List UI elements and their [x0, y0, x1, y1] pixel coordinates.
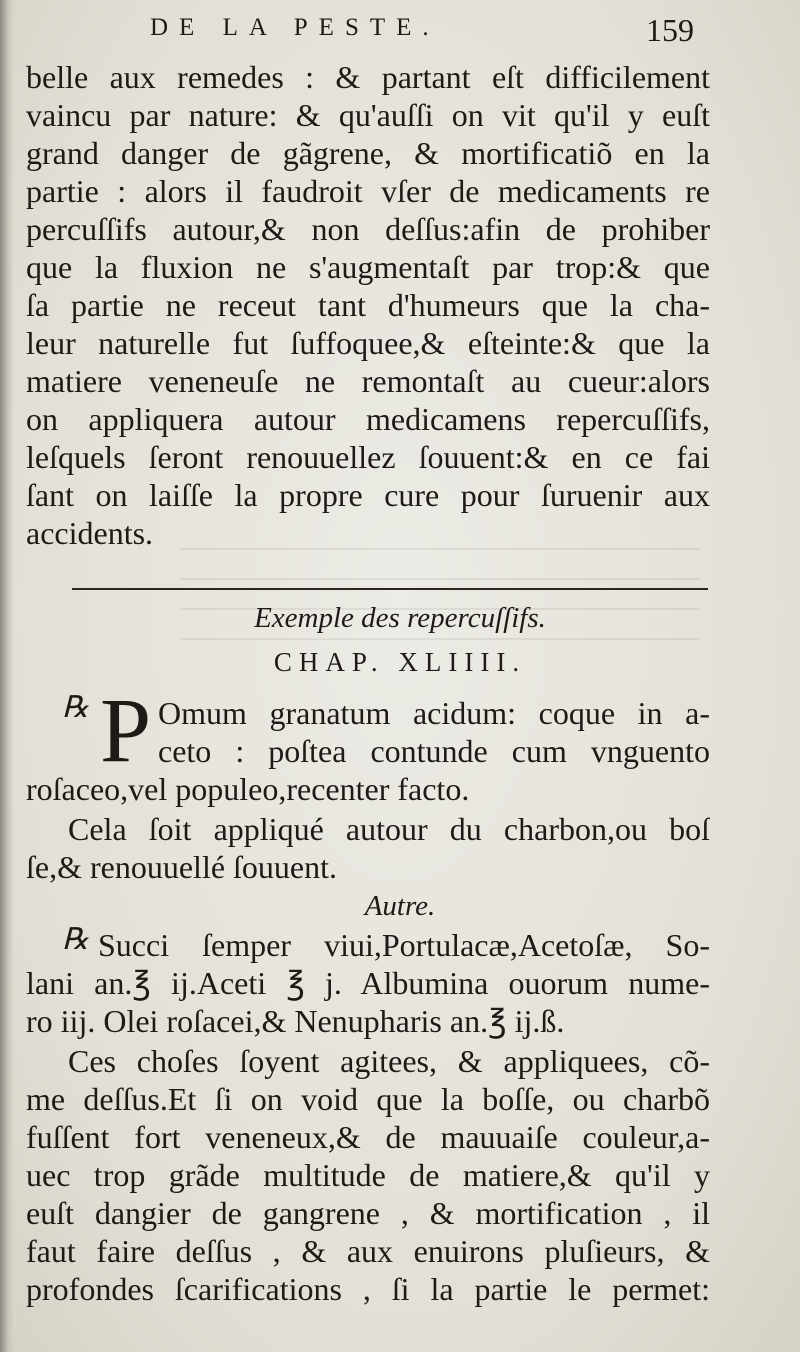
drop-cap-initial: P: [100, 679, 152, 781]
text-line: ro iij. Olei roſacei,& Nenupharis an.℥ ij.ß.: [26, 1003, 565, 1039]
text-line: leur naturelle fut ſuffoquee,& eſteinte:& que la: [26, 325, 710, 361]
running-title: DE LA PESTE.: [150, 14, 440, 41]
text-line: fuſſent fort veneneux,& de mauuaiſe couleur,a-: [26, 1119, 710, 1155]
text-line: Omum granatum acidum: coque in a-: [158, 695, 710, 731]
text-line: ceto : poſtea contunde cum vnguento: [158, 733, 710, 769]
text-line: belle aux remedes : & partant eſt difficilement: [26, 59, 710, 95]
text-line: grand danger de gãgrene, & mortificatiõ en la: [26, 135, 710, 171]
section-subtitle: Exemple des repercuſſifs.: [254, 602, 546, 634]
text-line: roſaceo,vel populeo,recenter facto.: [26, 771, 470, 807]
text-line: accidents.: [26, 515, 154, 551]
recipe-symbol-icon: ℞: [62, 690, 89, 725]
text-line: matiere veneneuſe ne remontaſt au cueur:alors: [26, 363, 710, 399]
text-line: percuſſifs autour,& non deſſus:afin de prohiber: [26, 211, 710, 247]
text-line: ſe,& renouuellé ſouuent.: [26, 849, 338, 885]
page-header: [0, 14, 800, 54]
autre-heading: Autre.: [364, 890, 436, 922]
text-line: me deſſus.Et ſi on void que la boſſe, ou charbõ: [26, 1081, 710, 1117]
text-line: on appliquera autour medicamens repercuſſifs,: [26, 401, 710, 437]
text-line: ſant on laiſſe la propre cure pour ſuruenir aux: [26, 477, 710, 513]
text-line: euſt dangier de gangrene , & mortification , il: [26, 1195, 710, 1231]
page-number: 159: [646, 12, 694, 48]
text-line: que la fluxion ne s'augmentaſt par trop:& que: [26, 249, 710, 285]
section-divider: [72, 588, 708, 590]
text-line: profondes ſcarifications , ſi la partie le permet:: [26, 1271, 710, 1307]
text-line: Ces choſes ſoyent agitees, & appliquees, cõ-: [68, 1043, 710, 1079]
text-line: leſquels ſeront renouuellez ſouuent:& en ce fai: [26, 439, 710, 475]
text-line: ſa partie ne receut tant d'humeurs que la cha-: [26, 287, 710, 323]
recipe-symbol-icon: ℞: [62, 922, 89, 957]
chapter-heading: CHAP. XLIIII.: [273, 647, 527, 677]
text-line: Cela ſoit appliqué autour du charbon,ou boſ: [68, 811, 710, 847]
text-line: partie : alors il faudroit vſer de medicaments re: [26, 173, 710, 209]
text-line: uec trop grãde multitude de matiere,& qu'il y: [26, 1157, 710, 1193]
text-line: faut faire deſſus , & aux enuirons pluſieurs, &: [26, 1233, 710, 1269]
text-line: lani an.℥ ij.Aceti ℥ j. Albumina ouorum nume-: [26, 965, 710, 1001]
text-line: vaincu par nature: & qu'auſſi on vit qu'il y euſt: [26, 97, 710, 133]
text-line: Succi ſemper viui,Portulacæ,Acetoſæ, So-: [98, 927, 710, 963]
